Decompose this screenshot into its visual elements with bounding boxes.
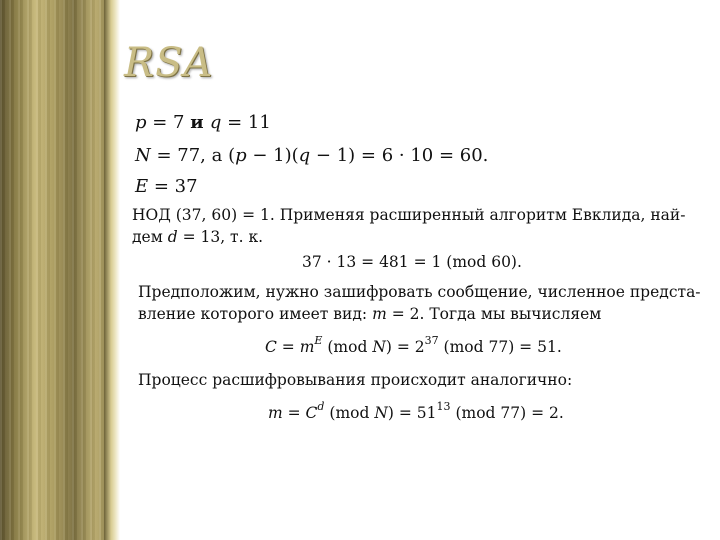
exp-d: d	[317, 400, 325, 413]
public-exponent	[135, 176, 198, 198]
text-fragment: = 13, т. к.	[177, 228, 264, 246]
gcd-text-line2	[132, 227, 263, 247]
text-fragment: (mod	[322, 338, 373, 356]
var-N: N	[372, 338, 386, 356]
text-fragment: дем	[132, 228, 168, 246]
decorative-strip-edge	[104, 0, 120, 540]
var-m: m	[299, 338, 315, 356]
decorative-side-strip	[0, 0, 118, 540]
var-m: m	[372, 305, 387, 323]
exponent: 13	[436, 400, 451, 413]
text-fragment: =	[276, 338, 300, 356]
phi-mid: − 1)(	[246, 145, 299, 166]
text-fragment: вление которого имеет вид:	[138, 305, 373, 323]
p-value: = 7	[146, 112, 191, 133]
var-d: d	[167, 228, 178, 246]
encryption-formula	[265, 334, 562, 357]
phi-result: − 1) = 6 · 10 = 60.	[310, 145, 489, 166]
text-fragment: (mod	[324, 404, 375, 422]
var-q: q	[298, 145, 311, 166]
text-fragment: (mod 77) = 51.	[438, 338, 562, 356]
var-q: q	[209, 112, 222, 133]
var-C: C	[305, 404, 318, 422]
encrypt-text-line2	[138, 304, 601, 324]
text-fragment: (mod 77) = 2.	[450, 404, 564, 422]
var-N: N	[374, 404, 388, 422]
text-fragment: = 2. Тогда мы вычисляем	[386, 305, 602, 323]
var-p: p	[235, 145, 247, 166]
e-value: = 37	[148, 176, 198, 197]
q-value: = 11	[221, 112, 271, 133]
encrypt-text-line1: Предположим, нужно зашифровать сообщение, численное предста-	[138, 283, 701, 301]
exponent: 37	[424, 334, 439, 347]
text-fragment: ) = 51	[387, 404, 437, 422]
conjunction-and: и	[190, 112, 210, 133]
var-p: p	[135, 112, 147, 133]
var-N: N	[135, 145, 151, 166]
var-C: C	[265, 338, 277, 356]
var-m: m	[268, 404, 283, 422]
decrypt-text: Процесс расшифровывания происходит аналогично:	[138, 371, 573, 389]
var-E: E	[135, 176, 149, 197]
given-p-q	[135, 112, 271, 134]
modulus-and-phi	[135, 145, 488, 167]
text-fragment: =	[282, 404, 306, 422]
inverse-formula: 37 · 13 = 481 = 1 (mod 60).	[302, 253, 522, 271]
slide-title: RSA	[124, 40, 214, 86]
gcd-text-line1: НОД (37, 60) = 1. Применяя расширенный алгоритм Евклида, най-	[132, 206, 686, 224]
exp-E: E	[314, 334, 323, 347]
text-fragment: ) = 2	[385, 338, 425, 356]
n-value-text: = 77, а (	[150, 145, 236, 166]
decryption-formula	[268, 400, 564, 423]
